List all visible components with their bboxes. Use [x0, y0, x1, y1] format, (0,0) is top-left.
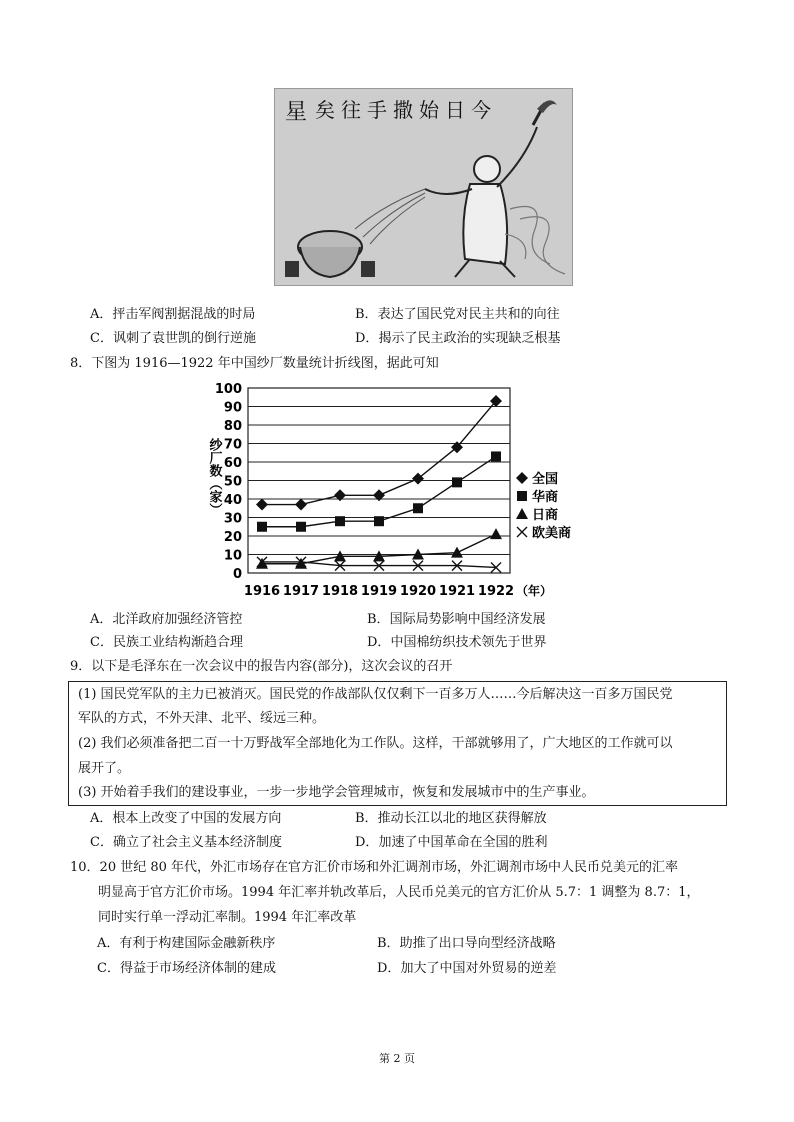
q10-option-a [97, 935, 275, 953]
series-line-0 [262, 401, 496, 505]
option-text: 有利于构建国际金融新秩序 [119, 936, 276, 951]
spinning-mill-line-chart [200, 378, 610, 603]
x-tick-label: 1921 [438, 584, 476, 599]
q10-stem-line-1: 10．20 世纪 80 年代，外汇市场存在官方汇价市场和外汇调剂市场，外汇调剂市场中人民币兑美元的汇率 [70, 860, 679, 875]
option-text: 民族工业结构渐趋合理 [112, 635, 243, 650]
data-point [374, 516, 384, 526]
option-letter: D． [355, 331, 379, 346]
legend-label: 全国 [532, 472, 559, 487]
data-point [296, 522, 306, 532]
legend-marker [517, 527, 527, 537]
y-axis-label: 纱厂数（家） [206, 438, 222, 516]
option-text: 国际局势影响中国经济发展 [389, 612, 546, 627]
q9-stem: 9．以下是毛泽东在一次会议中的报告内容(部分)，这次会议的召开 [70, 659, 453, 674]
option-text: 揭示了民主政治的实现缺乏根基 [378, 331, 561, 346]
legend-label: 华商 [532, 490, 559, 505]
quote-line-1: (1) 国民党军队的主力已被消灭。国民党的作战部队仅仅剩下一百多万人……今后解决这一百多万国民党 [78, 687, 673, 702]
q10-option-c [97, 960, 276, 978]
data-point [256, 499, 268, 511]
option-text: 加速了中国革命在全国的胜利 [378, 835, 548, 850]
option-text: 加大了中国对外贸易的逆差 [400, 961, 557, 976]
page-number: 第 2 页 [379, 1052, 415, 1065]
option-text: 推动长江以北的地区获得解放 [377, 811, 547, 826]
legend-marker [516, 508, 528, 519]
q8-option-b [367, 611, 546, 629]
option-letter: A． [90, 811, 113, 826]
option-letter: B． [355, 307, 378, 322]
option-letter: C． [97, 961, 120, 976]
x-tick-label: 1916 [243, 584, 281, 599]
option-text: 北洋政府加强经济管控 [112, 612, 243, 627]
option-letter: B． [377, 936, 400, 951]
y-tick-label: 40 [223, 493, 242, 508]
data-point [257, 522, 267, 532]
x-tick-label: 1918 [321, 584, 359, 599]
option-text: 根本上改变了中国的发展方向 [112, 811, 282, 826]
option-letter: B． [355, 811, 378, 826]
q8-option-c [90, 634, 243, 652]
q7-option-c [90, 330, 256, 348]
option-text: 中国棉纺织技术领先于世界 [390, 635, 547, 650]
option-letter: D． [377, 961, 401, 976]
data-point [491, 451, 501, 461]
option-text: 抨击军阀割据混战的时局 [112, 307, 256, 322]
legend-marker [516, 472, 528, 484]
q9-option-c [90, 834, 282, 852]
q8-option-d [367, 634, 546, 652]
legend-label: 欧美商 [532, 526, 572, 541]
x-tick-label: 1920 [399, 584, 437, 599]
q8-stem: 8．下图为 1916—1922 年中国纱厂数量统计折线图，据此可知 [70, 356, 439, 371]
q8-option-a [90, 611, 242, 629]
y-tick-label: 30 [223, 511, 242, 527]
option-letter: C． [90, 835, 113, 850]
q7-option-d [355, 330, 560, 348]
data-point [295, 499, 307, 511]
y-tick-label: 90 [223, 400, 242, 416]
option-letter: D． [367, 635, 391, 650]
quote-line-3: (2) 我们必须准备把二百一十万野战军全部地化为工作队。这样，干部就够用了，广大地区的工作就可以 [78, 736, 673, 751]
option-text: 得益于市场经济体制的建成 [119, 961, 276, 976]
y-tick-label: 0 [232, 567, 242, 582]
q10-stem-line-3: 同时实行单一浮动汇率制。1994 年汇率改革 [98, 910, 357, 925]
q7-option-b [355, 306, 560, 324]
y-tick-label: 100 [214, 382, 242, 397]
q7-option-a [90, 306, 255, 324]
option-letter: A． [90, 612, 113, 627]
option-text: 确立了社会主义基本经济制度 [112, 835, 282, 850]
legend-marker [517, 491, 527, 501]
quote-line-2: 军队的方式，不外天津、北平、绥远三种。 [78, 711, 326, 726]
q10-stem-line-2: 明显高于官方汇价市场。1994 年汇率并轨改革后，人民币兑美元的官方汇价从 5.7：1 调整为 8.7：1， [98, 885, 700, 900]
q10-option-b [377, 935, 556, 953]
option-text: 表达了国民党对民主共和的向往 [377, 307, 560, 322]
option-letter: B． [367, 612, 390, 627]
cartoon-seal: 星 [285, 100, 308, 125]
data-point [373, 489, 385, 501]
option-letter: A． [97, 936, 120, 951]
cartoon-caption: 矣往手撒始日今 [315, 98, 497, 122]
y-tick-label: 10 [223, 548, 242, 564]
x-tick-label: 1917 [282, 584, 320, 599]
q9-option-a [90, 810, 281, 828]
y-tick-label: 70 [223, 437, 242, 453]
x-axis-label: （年） [515, 584, 553, 598]
q9-option-d [355, 834, 547, 852]
option-letter: C． [90, 331, 113, 346]
data-point [334, 489, 346, 501]
y-tick-label: 60 [223, 456, 242, 471]
data-point [413, 503, 423, 513]
x-tick-label: 1922 [477, 584, 515, 599]
quote-line-4: 展开了。 [78, 761, 131, 776]
quote-line-5: (3) 开始着手我们的建设事业，一步一步地学会管理城市，恢复和发展城市中的生产事业。 [78, 785, 595, 800]
data-point [490, 528, 502, 539]
data-point [335, 516, 345, 526]
legend-label: 日商 [532, 508, 559, 523]
y-tick-label: 20 [223, 530, 242, 545]
y-tick-label: 80 [223, 419, 242, 434]
q9-option-b [355, 810, 547, 828]
data-point [452, 477, 462, 487]
option-letter: C． [90, 635, 113, 650]
option-letter: A． [90, 307, 113, 322]
q10-option-d [377, 960, 556, 978]
option-text: 讽刺了袁世凯的倒行逆施 [112, 331, 256, 346]
cartoon-image [274, 88, 573, 286]
option-text: 助推了出口导向型经济战略 [399, 936, 556, 951]
x-tick-label: 1919 [360, 584, 398, 599]
option-letter: D． [355, 835, 379, 850]
y-tick-label: 50 [223, 474, 242, 490]
